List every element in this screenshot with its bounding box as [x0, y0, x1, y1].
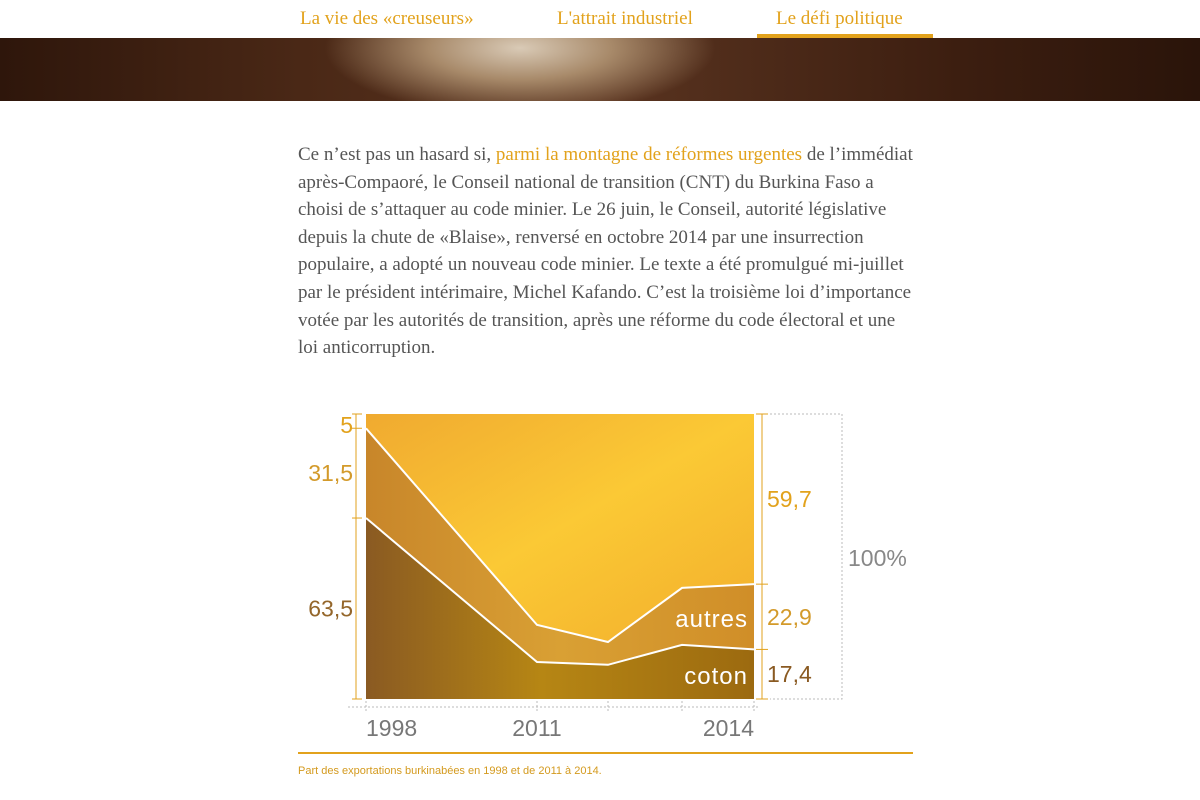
x-label-1998: 1998 — [366, 715, 418, 741]
end-label-autres: 22,9 — [767, 603, 812, 630]
reforms-link[interactable]: parmi la montagne de réformes urgentes — [495, 144, 803, 165]
chart-caption: Part des exportations burkinabées en 1998 et de 2011 à 2014. — [298, 765, 602, 777]
x-label-2014: 2014 — [702, 715, 754, 741]
total-bracket — [770, 414, 842, 699]
start-label-autres: 31,5 — [308, 460, 353, 487]
start-label-coton: 63,5 — [308, 595, 353, 622]
series-label-coton: coton — [684, 663, 748, 691]
tab-vie-des-creuseurs[interactable]: La vie des «creuseurs» — [300, 8, 474, 29]
article-text-rest: de l’immédiat après-Compaoré, le Conseil national de transition (CNT) du Burkina Faso a choisi de s’attaquer au code minier. Le 26 juin, le Conseil, autorité législative depuis la chute de «Blaise», renversé en octobre 2014 par une insurrection populaire, a adopté un nouveau code minier. Le texte a été promulgué mi-juillet par le président intérimaire, Michel Kafando. C’est la troisième loi d’importance votée par les autorités de transition, après une réforme du code électoral et une loi anticorruption. — [298, 144, 913, 359]
x-label-2011: 2011 — [512, 715, 562, 741]
tab-attrait-industriel[interactable]: L'attrait industriel — [557, 8, 693, 29]
end-label-coton: 17,4 — [767, 661, 812, 688]
tab-defi-politique[interactable]: Le défi politique — [776, 8, 903, 29]
series-label-or: or — [724, 385, 748, 412]
start-label-or: 5 — [340, 412, 353, 438]
total-label: 100% — [848, 545, 907, 571]
end-label-or: 59,7 — [767, 486, 812, 513]
series-label-autres: autres — [675, 605, 748, 633]
article-text-start: Ce n’est pas un hasard si, — [298, 144, 496, 165]
